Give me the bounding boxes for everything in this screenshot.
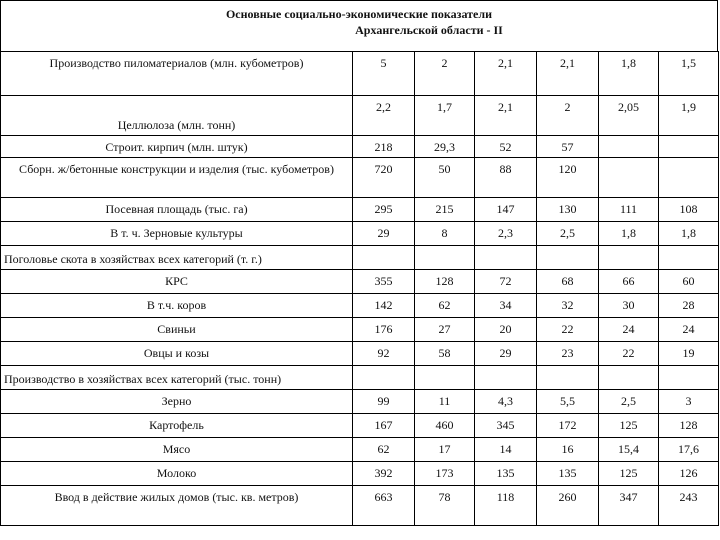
value-cell: 2 <box>415 52 475 96</box>
value-cell <box>599 136 659 158</box>
value-cell: 1,7 <box>415 96 475 136</box>
value-cell: 24 <box>599 318 659 342</box>
value-cell: 29 <box>353 222 415 246</box>
value-cell: 2,1 <box>475 96 537 136</box>
empty-cell <box>415 246 475 270</box>
value-cell: 8 <box>415 222 475 246</box>
value-cell: 68 <box>537 270 599 294</box>
value-cell: 27 <box>415 318 475 342</box>
value-cell: 88 <box>475 158 537 198</box>
value-cell <box>599 158 659 198</box>
table-row <box>1 52 719 96</box>
value-cell: 2,5 <box>537 222 599 246</box>
row-label: Производство пиломатериалов (млн. кубометров) <box>1 52 353 96</box>
value-cell: 52 <box>475 136 537 158</box>
row-label: Ввод в действие жилых домов (тыс. кв. метров) <box>1 486 353 526</box>
value-cell: 72 <box>475 270 537 294</box>
value-cell: 16 <box>537 438 599 462</box>
table-row <box>1 390 719 414</box>
empty-cell <box>353 366 415 390</box>
table-row <box>1 96 719 136</box>
empty-cell <box>659 246 719 270</box>
section-label: Поголовье скота в хозяйствах всех категорий (т. г.) <box>1 246 353 270</box>
value-cell: 4,3 <box>475 390 537 414</box>
value-cell: 2,3 <box>475 222 537 246</box>
value-cell: 1,8 <box>659 222 719 246</box>
value-cell: 128 <box>415 270 475 294</box>
row-label: Мясо <box>1 438 353 462</box>
value-cell: 355 <box>353 270 415 294</box>
table-row <box>1 462 719 486</box>
value-cell: 118 <box>475 486 537 526</box>
value-cell: 2,2 <box>353 96 415 136</box>
value-cell: 17,6 <box>659 438 719 462</box>
value-cell: 2,5 <box>599 390 659 414</box>
value-cell: 1,8 <box>599 52 659 96</box>
empty-cell <box>599 246 659 270</box>
value-cell: 29,3 <box>415 136 475 158</box>
value-cell: 295 <box>353 198 415 222</box>
value-cell: 1,9 <box>659 96 719 136</box>
value-cell: 11 <box>415 390 475 414</box>
empty-cell <box>537 366 599 390</box>
value-cell: 125 <box>599 462 659 486</box>
value-cell: 130 <box>537 198 599 222</box>
value-cell: 720 <box>353 158 415 198</box>
value-cell: 126 <box>659 462 719 486</box>
table-row <box>1 294 719 318</box>
value-cell: 2,1 <box>475 52 537 96</box>
value-cell: 215 <box>415 198 475 222</box>
value-cell: 32 <box>537 294 599 318</box>
empty-cell <box>475 366 537 390</box>
table-row <box>1 438 719 462</box>
value-cell: 34 <box>475 294 537 318</box>
value-cell: 28 <box>659 294 719 318</box>
value-cell: 347 <box>599 486 659 526</box>
value-cell: 2 <box>537 96 599 136</box>
value-cell: 3 <box>659 390 719 414</box>
value-cell: 58 <box>415 342 475 366</box>
table-row <box>1 136 719 158</box>
value-cell: 29 <box>475 342 537 366</box>
value-cell: 22 <box>537 318 599 342</box>
value-cell: 135 <box>537 462 599 486</box>
title-line-1: Основные социально-экономические показатели <box>225 7 493 21</box>
value-cell: 14 <box>475 438 537 462</box>
row-label: КРС <box>1 270 353 294</box>
table-row <box>1 270 719 294</box>
indicators-table <box>0 51 719 526</box>
value-cell: 19 <box>659 342 719 366</box>
value-cell: 147 <box>475 198 537 222</box>
section-label: Производство в хозяйствах всех категорий (тыс. тонн) <box>1 366 353 390</box>
table-row <box>1 198 719 222</box>
value-cell: 173 <box>415 462 475 486</box>
table-row <box>1 414 719 438</box>
value-cell: 142 <box>353 294 415 318</box>
table-row <box>1 342 719 366</box>
value-cell: 135 <box>475 462 537 486</box>
value-cell: 460 <box>415 414 475 438</box>
value-cell: 172 <box>537 414 599 438</box>
value-cell: 78 <box>415 486 475 526</box>
title-line-2: Архангельской области - II <box>355 23 503 37</box>
row-label: Зерно <box>1 390 353 414</box>
value-cell: 62 <box>353 438 415 462</box>
value-cell: 60 <box>659 270 719 294</box>
row-label: Целлюлоза (млн. тонн) <box>1 96 353 136</box>
value-cell: 23 <box>537 342 599 366</box>
value-cell: 1,8 <box>599 222 659 246</box>
value-cell: 17 <box>415 438 475 462</box>
row-label: Посевная площадь (тыс. га) <box>1 198 353 222</box>
value-cell: 20 <box>475 318 537 342</box>
value-cell: 99 <box>353 390 415 414</box>
value-cell: 260 <box>537 486 599 526</box>
empty-cell <box>659 366 719 390</box>
row-label: Свиньи <box>1 318 353 342</box>
value-cell: 50 <box>415 158 475 198</box>
row-label: В т. ч. Зерновые культуры <box>1 222 353 246</box>
empty-cell <box>537 246 599 270</box>
value-cell: 108 <box>659 198 719 222</box>
value-cell: 663 <box>353 486 415 526</box>
value-cell: 120 <box>537 158 599 198</box>
value-cell: 128 <box>659 414 719 438</box>
section-row <box>1 246 719 270</box>
value-cell: 5,5 <box>537 390 599 414</box>
value-cell: 15,4 <box>599 438 659 462</box>
value-cell: 125 <box>599 414 659 438</box>
table-row <box>1 158 719 198</box>
value-cell: 218 <box>353 136 415 158</box>
value-cell <box>659 158 719 198</box>
empty-cell <box>599 366 659 390</box>
empty-cell <box>475 246 537 270</box>
value-cell: 66 <box>599 270 659 294</box>
value-cell <box>659 136 719 158</box>
row-label: Овцы и козы <box>1 342 353 366</box>
value-cell: 2,1 <box>537 52 599 96</box>
value-cell: 92 <box>353 342 415 366</box>
value-cell: 22 <box>599 342 659 366</box>
value-cell: 62 <box>415 294 475 318</box>
value-cell: 5 <box>353 52 415 96</box>
value-cell: 176 <box>353 318 415 342</box>
row-label: Картофель <box>1 414 353 438</box>
value-cell: 243 <box>659 486 719 526</box>
row-label: Молоко <box>1 462 353 486</box>
row-label: Сборн. ж/бетонные конструкции и изделия (тыс. кубометров) <box>1 158 353 198</box>
value-cell: 24 <box>659 318 719 342</box>
value-cell: 2,05 <box>599 96 659 136</box>
value-cell: 30 <box>599 294 659 318</box>
value-cell: 345 <box>475 414 537 438</box>
section-row <box>1 366 719 390</box>
table-row <box>1 486 719 526</box>
value-cell: 1,5 <box>659 52 719 96</box>
empty-cell <box>415 366 475 390</box>
row-label: В т.ч. коров <box>1 294 353 318</box>
value-cell: 392 <box>353 462 415 486</box>
value-cell: 57 <box>537 136 599 158</box>
empty-cell <box>353 246 415 270</box>
table-row <box>1 222 719 246</box>
row-label: Строит. кирпич (млн. штук) <box>1 136 353 158</box>
value-cell: 111 <box>599 198 659 222</box>
table-title <box>0 0 718 52</box>
table-row <box>1 318 719 342</box>
value-cell: 167 <box>353 414 415 438</box>
